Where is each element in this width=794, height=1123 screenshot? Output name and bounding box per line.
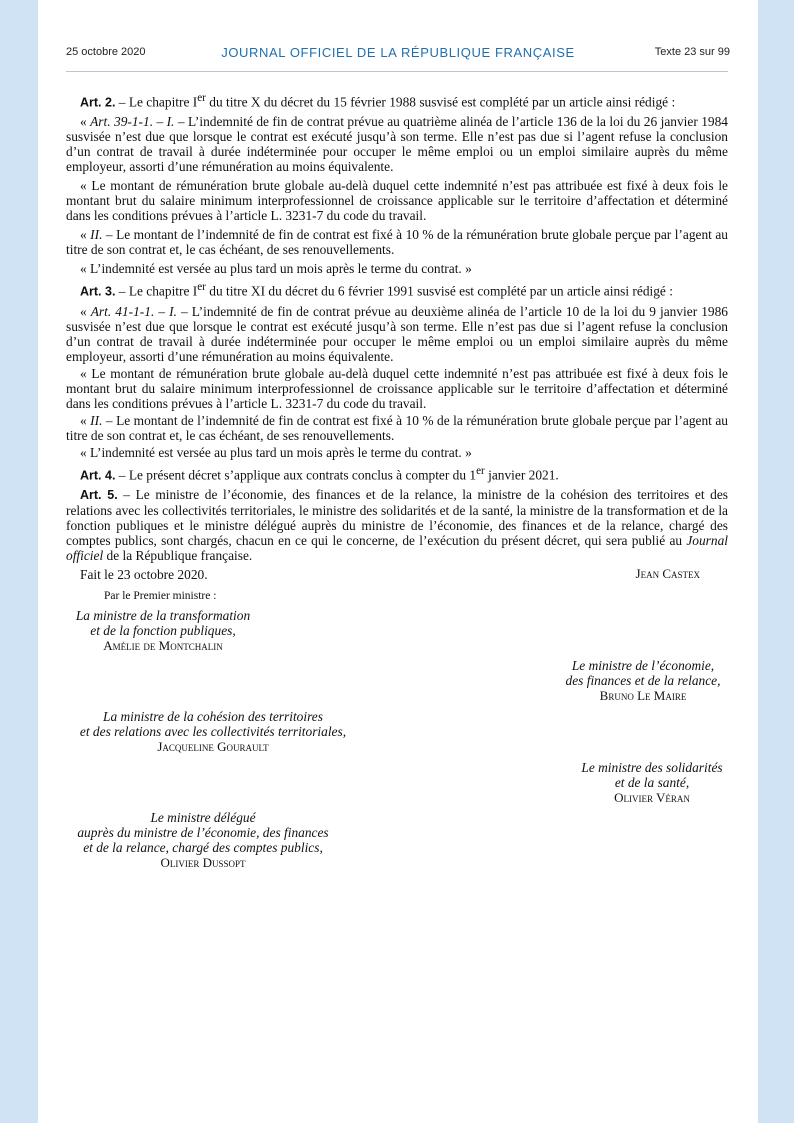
art5: Art. 5. – Le ministre de l’économie, des finances et de la relance, la ministre de la cohésion des territoires et des relations avec les collectivités territoriales, le ministre des solidarités et de la santé, la ministre de la transformation et de la fonction publiques et le ministre délégué auprès du ministre de l’économie, des finances et de la relance, chargé des comptes publics, sont chargés, chacun en ce qui le concerne, de l’exécution du présent décret, qui sera publié au Journal officiel de la République française.	[66, 487, 728, 564]
art5-label: Art. 5.	[80, 488, 118, 503]
page-header	[38, 40, 758, 70]
signature-montchalin: La ministre de la transformation et de la fonction publiques, Amélie de Montchalin	[58, 608, 268, 653]
pm-signature	[540, 566, 700, 581]
signature-veran: Le ministre des solidarités et de la santé, Olivier Véran	[560, 760, 744, 805]
art3-label: Art. 3.	[80, 284, 116, 299]
veran-name: Olivier Véran	[614, 790, 690, 805]
header-divider	[66, 71, 728, 72]
art4-label: Art. 4.	[80, 468, 116, 483]
art2-intro: Art. 2. – Le chapitre Ier du titre X du décret du 15 février 1988 susvisé est complété par un article ainsi rédigé :	[80, 92, 676, 110]
art2-paragraph-1: « Art. 39-1-1. – I. – L’indemnité de fin de contrat prévue au quatrième alinéa de l’article 136 de la loi du 26 janvier 1984 susvisée n’est due que lorsque le contrat est exécuté jusqu’à son terme. Elle n’est pas due si l’agent refuse la conclusion d’un contrat de travail à durée indéterminée pour occuper le même emploi ou un emploi similaire auprès du même employeur, assorti d’une rémunération au moins équivalente.	[66, 114, 729, 175]
fait-le: Fait le 23 octobre 2020.	[80, 567, 208, 583]
art3-paragraph-1: « Art. 41-1-1. – I. – L’indemnité de fin de contrat prévue au deuxième alinéa de l’article 10 de la loi du 9 janvier 1986 susvisée n’est due que lorsque le contrat est exécuté jusqu’à son terme. Elle n’est pas due si l’agent refuse la conclusion d’un contrat de travail à durée indéterminée pour occuper le même emploi ou un emploi similaire auprès du même employeur, assorti d’une rémunération au moins équivalente.	[66, 303, 729, 364]
pm-name: Jean Castex	[635, 566, 700, 581]
signature-lemaire: Le ministre de l’économie, des finances et de la relance, Bruno Le Maire	[546, 658, 740, 703]
gourault-name: Jacqueline Gourault	[157, 739, 269, 754]
par-premier-ministre: Par le Premier ministre :	[104, 590, 217, 602]
signature-dussopt: Le ministre délégué auprès du ministre de l’économie, des finances et de la relance, chargé des comptes publics, Olivier Dussopt	[58, 810, 348, 870]
signature-gourault: La ministre de la cohésion des territoires et des relations avec les collectivités territoriales, Jacqueline Gourault	[58, 709, 368, 754]
art2-paragraph-3: « II. – Le montant de l’indemnité de fin de contrat est fixé à 10 % de la rémunération brute globale perçue par l’agent au titre de son contrat et, le cas échéant, de ses renouvellements.	[66, 227, 728, 258]
art4: Art. 4. – Le présent décret s’applique aux contrats conclus à compter du 1er janvier 2021.	[80, 464, 559, 483]
art3-paragraph-4: « L’indemnité est versée au plus tard un mois après le terme du contrat. »	[80, 444, 472, 460]
header-date: 25 octobre 2020	[66, 46, 146, 58]
journal-title: JOURNAL OFFICIEL DE LA RÉPUBLIQUE FRANÇAISE	[221, 45, 575, 60]
art2-label: Art. 2.	[80, 95, 116, 110]
art2-paragraph-2: « Le montant de rémunération brute globale au-delà duquel cette indemnité n’est pas attribuée est fixé à deux fois le montant brut du salaire minimum interprofessionnel de croissance applicable sur le territoire d’affectation et déterminé dans les conditions prévues à l’article L. 3231-7 du code du travail.	[66, 178, 728, 224]
art3-paragraph-2: « Le montant de rémunération brute globale au-delà duquel cette indemnité n’est pas attribuée est fixé à deux fois le montant brut du salaire minimum interprofessionnel de croissance applicable sur le territoire d’affectation et déterminé dans les conditions prévues à l’article L. 3231-7 du code du travail.	[66, 365, 728, 411]
dussopt-name: Olivier Dussopt	[160, 855, 246, 870]
left-margin-band	[0, 0, 38, 1123]
art3-intro: Art. 3. – Le chapitre Ier du titre XI du décret du 6 février 1991 susvisé est complété par un article ainsi rédigé :	[80, 281, 673, 299]
art3-paragraph-3: « II. – Le montant de l’indemnité de fin de contrat est fixé à 10 % de la rémunération brute globale perçue par l’agent au titre de son contrat et, le cas échéant, de ses renouvellements.	[66, 412, 728, 443]
page-number: Texte 23 sur 99	[654, 46, 730, 58]
art2-paragraph-4: « L’indemnité est versée au plus tard un mois après le terme du contrat. »	[80, 261, 472, 277]
right-margin-band	[758, 0, 794, 1123]
lemaire-name: Bruno Le Maire	[599, 688, 687, 703]
montchalin-name: Amélie de Montchalin	[103, 638, 223, 653]
document-body	[66, 91, 728, 586]
